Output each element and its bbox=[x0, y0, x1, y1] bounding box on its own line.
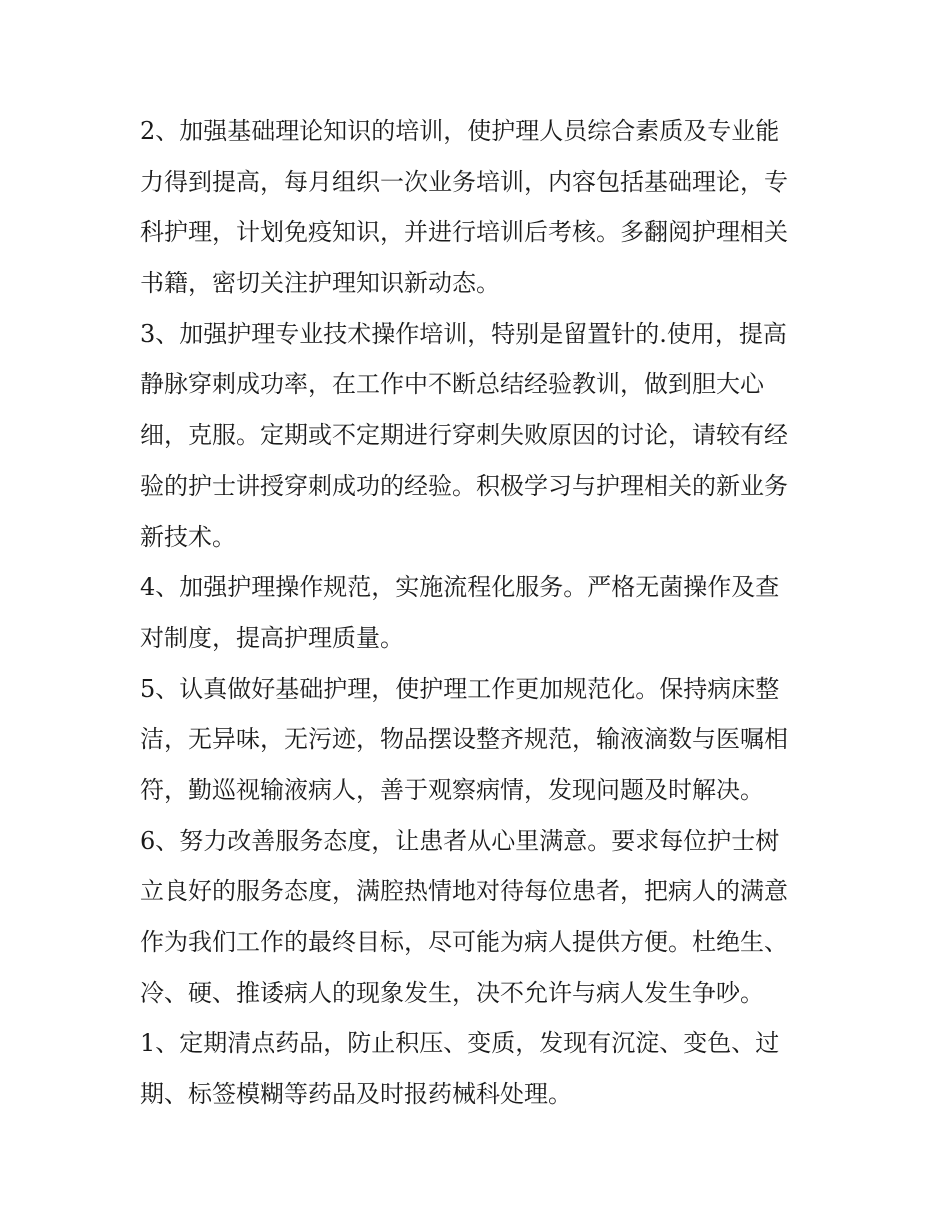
text-line: 细，克服。定期或不定期进行穿刺失败原因的讨论，请较有经 bbox=[140, 421, 788, 450]
text-line: 书籍，密切关注护理知识新动态。 bbox=[140, 269, 500, 298]
text-line: 1、定期清点药品，防止积压、变质，发现有沉淀、变色、过 bbox=[140, 1029, 780, 1058]
text-line: 4、加强护理操作规范，实施流程化服务。严格无菌操作及查 bbox=[140, 573, 780, 602]
text-line: 3、加强护理专业技术操作培训，特别是留置针的.使用，提高 bbox=[140, 319, 787, 348]
paragraph-4-operation-standards bbox=[140, 562, 820, 663]
document-body bbox=[140, 106, 820, 1120]
paragraph-1-drug-inventory bbox=[140, 1018, 820, 1119]
paragraph-5-basic-nursing bbox=[140, 664, 820, 816]
paragraph-2-basic-theory-training bbox=[140, 106, 820, 309]
text-line: 科护理，计划免疫知识，并进行培训后考核。多翻阅护理相关 bbox=[140, 218, 788, 247]
text-line: 作为我们工作的最终目标，尽可能为病人提供方便。杜绝生、 bbox=[140, 928, 788, 956]
text-line: 验的护士讲授穿刺成功的经验。积极学习与护理相关的新业务 bbox=[140, 471, 788, 500]
text-line: 5、认真做好基础护理，使护理工作更加规范化。保持病床整 bbox=[140, 674, 780, 703]
text-line: 立良好的服务态度，满腔热情地对待每位患者，把病人的满意 bbox=[140, 877, 788, 906]
text-line: 6、努力改善服务态度，让患者从心里满意。要求每位护士树 bbox=[140, 826, 780, 855]
paragraph-6-service-attitude bbox=[140, 816, 820, 1019]
paragraph-3-technical-operation-training bbox=[140, 309, 820, 562]
text-line: 冷、硬、推诿病人的现象发生，决不允许与病人发生争吵。 bbox=[140, 978, 764, 1007]
text-line: 洁，无异味，无污迹，物品摆设整齐规范，输液滴数与医嘱相 bbox=[140, 725, 788, 754]
text-line: 期、标签模糊等药品及时报药械科处理。 bbox=[140, 1080, 572, 1109]
text-line: 力得到提高，每月组织一次业务培训，内容包括基础理论，专 bbox=[140, 167, 788, 196]
text-line: 2、加强基础理论知识的培训，使护理人员综合素质及专业能 bbox=[140, 117, 780, 145]
text-line: 对制度，提高护理质量。 bbox=[140, 623, 404, 652]
text-line: 静脉穿刺成功率，在工作中不断总结经验教训，做到胆大心 bbox=[140, 370, 764, 399]
text-line: 符，勤巡视输液病人，善于观察病情，发现问题及时解决。 bbox=[140, 775, 764, 804]
text-line: 新技术。 bbox=[140, 522, 236, 551]
